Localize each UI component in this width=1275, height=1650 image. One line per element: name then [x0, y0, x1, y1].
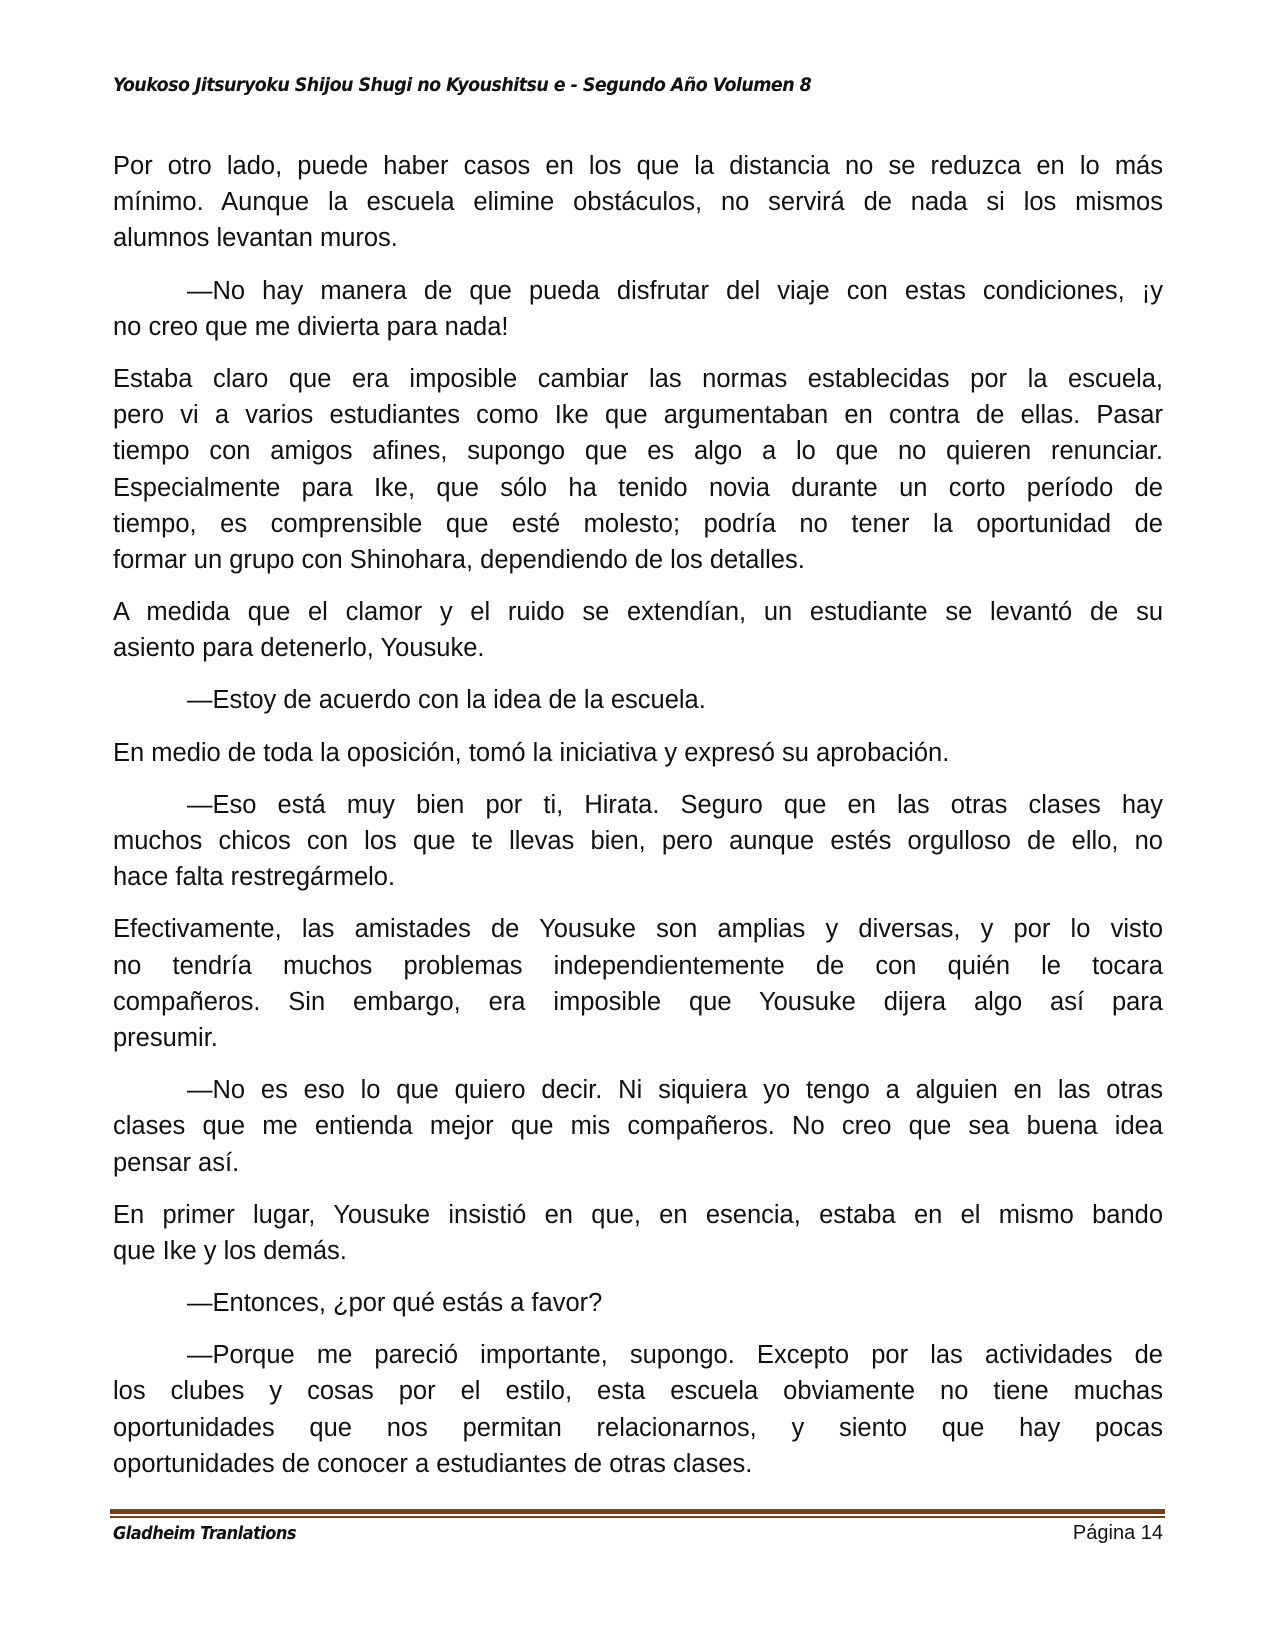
text-line: muchos chicos con los que te llevas bien, pero aunque estés orgulloso de ello, no	[113, 827, 1163, 855]
paragraph	[113, 911, 1163, 1056]
paragraph	[113, 148, 1163, 257]
text-line: compañeros. Sin embargo, era imposible que Yousuke dijera algo así para	[113, 987, 1163, 1016]
footer-credit: Gladheim Tranlations	[113, 1523, 296, 1544]
text-line: no creo que me divierta para nada!	[113, 312, 509, 341]
text-line: oportunidades de conocer a estudiantes de otras clases.	[113, 1449, 753, 1478]
paragraph	[113, 735, 1163, 771]
text-line: Estaba claro que era imposible cambiar las normas establecidas por la escuela,	[113, 364, 1163, 393]
text-line: no tendría muchos problemas independientemente de con quién le tocara	[113, 951, 1163, 980]
dialogue-paragraph	[113, 1072, 1163, 1181]
text-line: que Ike y los demás.	[113, 1236, 347, 1265]
paragraph	[113, 1197, 1163, 1269]
text-line: pero vi a varios estudiantes como Ike que argumentaban en contra de ellas. Pasar	[113, 401, 1163, 430]
text-line: —No hay manera de que pueda disfrutar del viaje con estas condiciones, ¡y	[187, 276, 1163, 305]
text-line: formar un grupo con Shinohara, dependiendo de los detalles.	[113, 545, 805, 574]
text-line: Especialmente para Ike, que sólo ha tenido novia durante un corto período de	[113, 473, 1163, 502]
page-number: Página 14	[1072, 1522, 1163, 1544]
text-line: —Eso está muy bien por ti, Hirata. Seguro que en las otras clases hay	[187, 790, 1163, 819]
dialogue-paragraph	[113, 273, 1163, 345]
text-line: los clubes y cosas por el estilo, esta escuela obviamente no tiene muchas	[113, 1377, 1163, 1406]
text-line: En medio de toda la oposición, tomó la iniciativa y expresó su aprobación.	[113, 738, 950, 767]
body-text	[113, 148, 1163, 1498]
text-line: —Porque me pareció importante, supongo. Excepto por las actividades de	[187, 1341, 1163, 1370]
text-line: Efectivamente, las amistades de Yousuke son amplias y diversas, y por lo visto	[113, 915, 1163, 944]
text-line: Por otro lado, puede haber casos en los que la distancia no se reduzca en lo más	[113, 152, 1163, 180]
footer-rule	[110, 1509, 1165, 1518]
text-line: oportunidades que nos permitan relacionarnos, y siento que hay pocas	[113, 1413, 1163, 1442]
paragraph	[113, 594, 1163, 666]
dialogue-paragraph	[113, 682, 1163, 718]
text-line: En primer lugar, Yousuke insistió en que, en esencia, estaba en el mismo bando	[113, 1200, 1163, 1229]
text-line: mínimo. Aunque la escuela elimine obstáculos, no servirá de nada si los mismos	[113, 188, 1163, 217]
text-line: asiento para detenerlo, Yousuke.	[113, 634, 485, 663]
running-header: Youkoso Jitsuryoku Shijou Shugi no Kyoushitsu e - Segundo Año Volumen 8	[113, 74, 812, 96]
dialogue-paragraph	[113, 1337, 1163, 1482]
dialogue-paragraph	[113, 787, 1163, 896]
dialogue-paragraph	[113, 1285, 1163, 1321]
text-line: tiempo, es comprensible que esté molesto; podría no tener la oportunidad de	[113, 509, 1163, 538]
text-line: presumir.	[113, 1023, 218, 1052]
text-line: hace falta restregármelo.	[113, 863, 396, 892]
text-line: —Estoy de acuerdo con la idea de la escuela.	[187, 686, 706, 715]
text-line: —Entonces, ¿por qué estás a favor?	[187, 1289, 603, 1318]
text-line: —No es eso lo que quiero decir. Ni siquiera yo tengo a alguien en las otras	[187, 1076, 1163, 1105]
text-line: pensar así.	[113, 1148, 240, 1177]
text-line: alumnos levantan muros.	[113, 224, 398, 253]
text-line: tiempo con amigos afines, supongo que es algo a lo que no quieren renunciar.	[113, 437, 1163, 466]
paragraph	[113, 361, 1163, 578]
text-line: clases que me entienda mejor que mis compañeros. No creo que sea buena idea	[113, 1112, 1163, 1141]
text-line: A medida que el clamor y el ruido se extendían, un estudiante se levantó de su	[113, 598, 1163, 627]
